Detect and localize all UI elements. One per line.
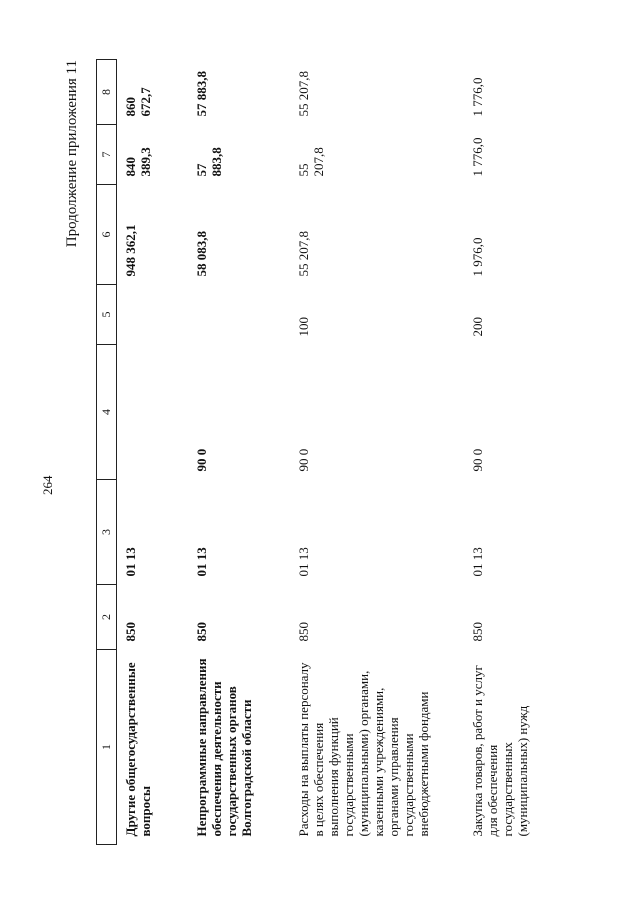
cell-type: [188, 285, 290, 345]
page-number: 264: [40, 475, 55, 495]
cell-amount-1: 55 207,8: [296, 231, 311, 277]
row-name: Закупка товаров, работ и услуг для обеспечения государственных (муниципальных) нужд: [470, 665, 530, 837]
header-col-7: 7: [97, 125, 117, 185]
header-col-3: 3: [97, 480, 117, 585]
cell-type: 100: [296, 317, 311, 337]
cell-section: 01 13: [194, 547, 209, 577]
cell-target: 90 0: [194, 448, 209, 472]
header-row: [97, 60, 117, 845]
header-col-2: 2: [97, 585, 117, 650]
cell-type: [117, 285, 189, 345]
cell-amount-2: 57 883,8: [194, 147, 224, 177]
table-row: [188, 60, 290, 845]
cell-amount-3: 860 672,7: [123, 87, 153, 117]
cell-ministry: 850: [123, 622, 138, 642]
header-col-5: 5: [97, 285, 117, 345]
cell-section: 01 13: [296, 547, 311, 577]
cell-amount-3: 57 883,8: [194, 71, 209, 117]
header-col-1: 1: [97, 650, 117, 845]
cell-amount-1: 1 976,0: [470, 237, 485, 277]
cell-target: [117, 345, 189, 480]
cell-section: 01 13: [123, 547, 138, 577]
header-col-8: 8: [97, 60, 117, 125]
table-row: [464, 60, 550, 845]
cell-amount-3: 55 207,8: [296, 71, 311, 117]
cell-target: 90 0: [470, 448, 485, 472]
cell-amount-2: 840 389,3: [123, 147, 153, 177]
cell-target: 90 0: [296, 448, 311, 472]
header-col-6: 6: [97, 185, 117, 285]
cell-amount-3: 1 776,0: [470, 77, 485, 117]
budget-table: [96, 59, 550, 845]
cell-section: 01 13: [470, 547, 485, 577]
cell-ministry: 850: [296, 622, 311, 642]
row-name: Расходы на выплаты персоналу в целях обеспечения выполнения функций государственными (муниципальными) органами, казенными учреждениями, органами управления государственными внебюджетными фондами: [296, 662, 431, 837]
cell-amount-2: 1 776,0: [470, 137, 485, 177]
cell-amount-2: 55 207,8: [296, 147, 326, 177]
cell-type: 200: [470, 317, 485, 337]
row-name: Непрограммные направления обеспечения деятельности государственных органов Волгоградской области: [194, 658, 254, 837]
cell-ministry: 850: [194, 622, 209, 642]
appendix-caption: Продолжение приложения 11: [64, 60, 80, 248]
cell-ministry: 850: [470, 622, 485, 642]
row-name: Другие общегосударственные вопросы: [123, 662, 153, 837]
header-col-4: 4: [97, 345, 117, 480]
table-row: [290, 60, 464, 845]
cell-amount-1: 58 083,8: [194, 231, 209, 277]
cell-amount-1: 948 362,1: [123, 224, 138, 277]
table-row: [117, 60, 189, 845]
